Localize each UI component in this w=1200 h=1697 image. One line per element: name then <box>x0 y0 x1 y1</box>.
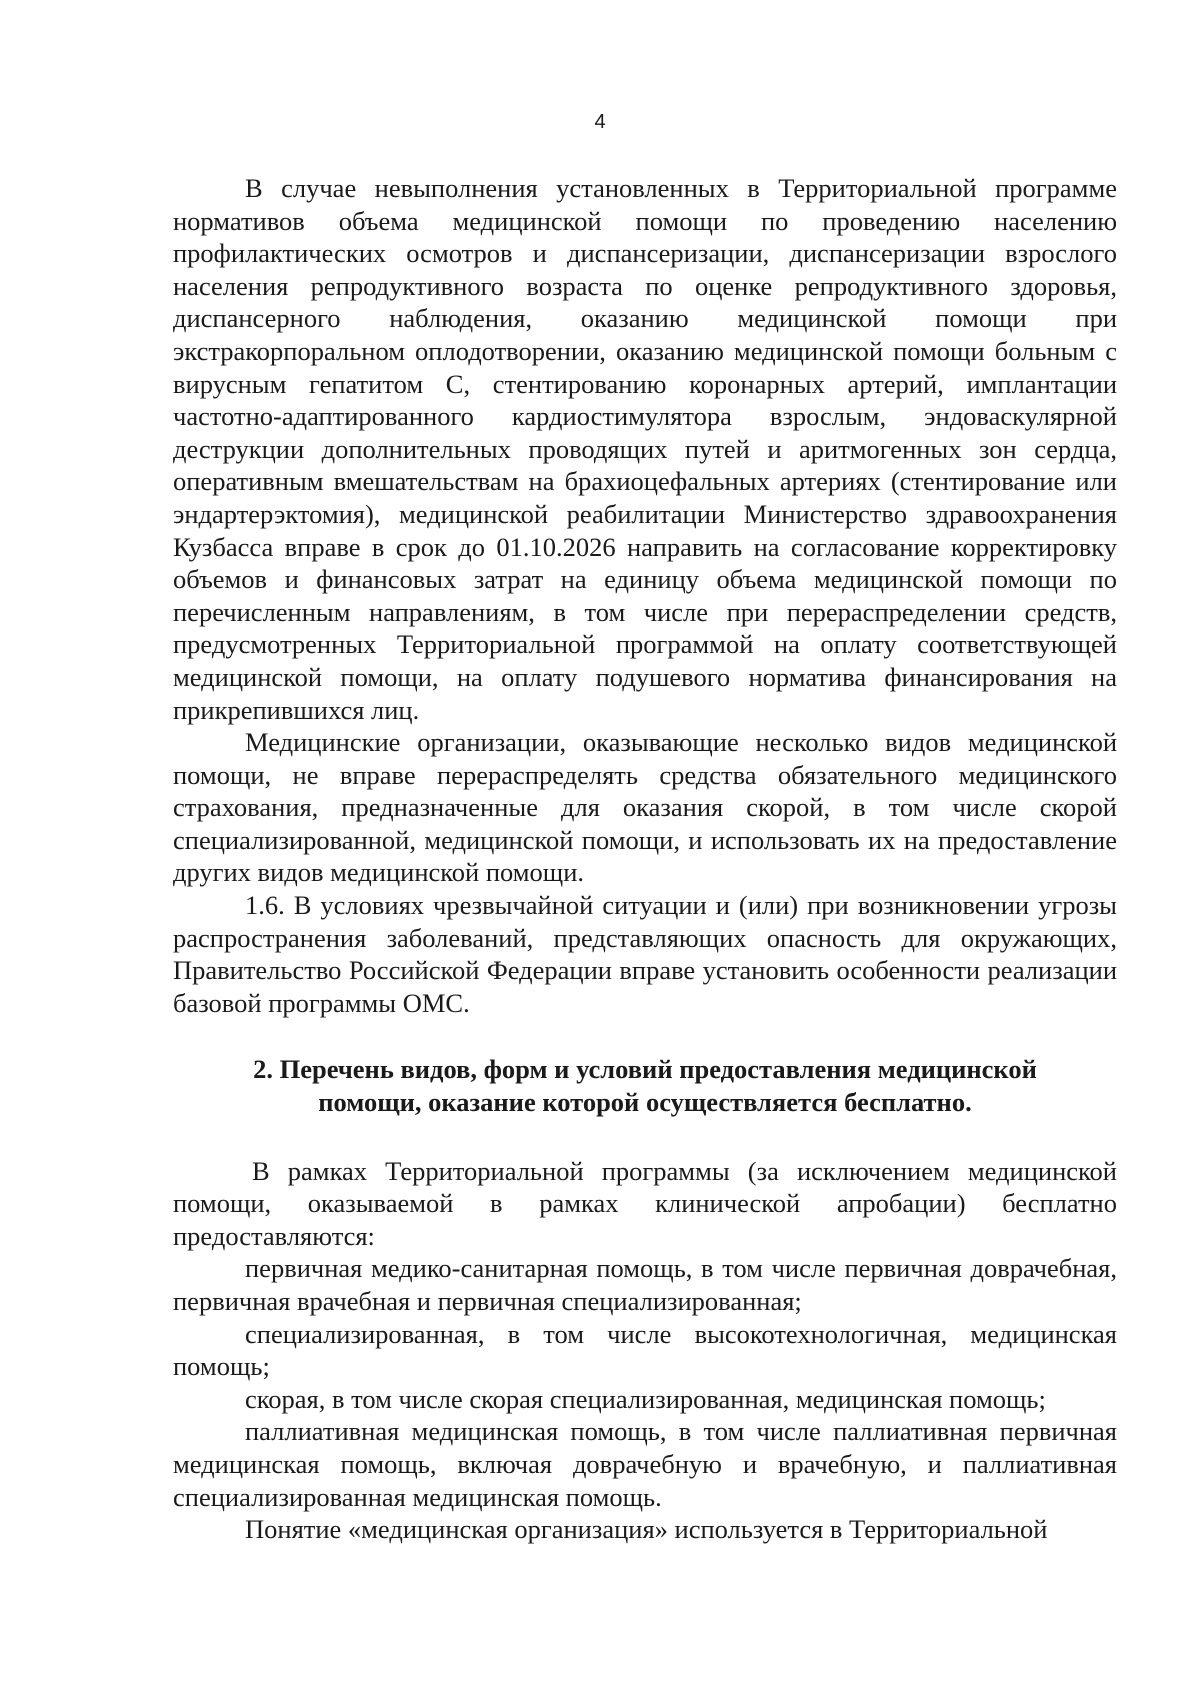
paragraph-volume-norms: В случае невыполнения установленных в Территориальной программе нормативов объема медицинской помощи по проведению населению профилактических осмотров и диспансеризации, диспансеризации взрослого населения репродуктивного возраста по оценке репродуктивного здоровья, диспансерного наблюдения, оказанию медицинской помощи при экстракорпоральном оплодотворении, оказанию медицинской помощи больным с вирусным гепатитом С, стентированию коронарных артерий, имплантации частотно-адаптированного кардиостимулятора взрослым, эндоваскулярной деструкции дополнительных проводящих путей и аритмогенных зон сердца, оперативным вмешательствам на брахиоцефальных артериях (стентирование или эндартерэктомия), медицинской реабилитации Министерство здравоохранения Кузбасса вправе в срок до 01.10.2026 направить на согласование корректировку объемов и финансовых затрат на единицу объема медицинской помощи по перечисленным направлениям, в том числе при перераспределении средств, предусмотренных Территориальной программой на оплату соответствующей медицинской помощи, на оплату подушевого норматива финансирования на прикрепившихся лиц. <box>173 173 1117 725</box>
spacer <box>173 1119 1117 1155</box>
spacer <box>173 1019 1117 1053</box>
paragraph-emergency-situation: 1.6. В условиях чрезвычайной ситуации и (или) при возникновении угрозы распространения заболеваний, представляющих опасность для окружающих, Правительство Российской Федерации вправе установить особенности реализации базовой программы ОМС. <box>173 890 1117 1018</box>
section-heading-line-1: 2. Перечень видов, форм и условий предоставления медицинской <box>253 1054 1037 1085</box>
section-heading <box>173 1053 1117 1118</box>
paragraph-medical-organizations: Медицинские организации, оказывающие несколько видов медицинской помощи, не вправе перераспределять средства обязательного медицинского страхования, предназначенные для оказания скорой, в том числе скорой специализированной, медицинской помощи, и использовать их на предоставление других видов медицинской помощи. <box>173 727 1117 888</box>
page-number: 4 <box>594 111 606 133</box>
paragraph-medical-organization-term: Понятие «медицинская организация» используется в Территориальной <box>245 1514 1048 1545</box>
paragraph-free-care-intro: В рамках Территориальной программы (за исключением медицинской помощи, оказываемой в рамках клинической апробации) бесплатно предоставляются: <box>173 1155 1117 1251</box>
list-item-specialized-care: специализированная, в том числе высокотехнологичная, медицинская помощь; <box>173 1318 1117 1382</box>
section-heading-line-2: помощи, оказание которой осуществляется бесплатно. <box>318 1087 972 1118</box>
list-item-emergency-care: скорая, в том числе скорая специализированная, медицинская помощь; <box>245 1383 1046 1414</box>
list-item-palliative-care: паллиативная медицинская помощь, в том числе паллиативная первичная медицинская помощь, включая доврачебную и врачебную, и паллиативная специализированная медицинская помощь. <box>173 1416 1117 1512</box>
document-body <box>173 172 1117 1546</box>
list-item-primary-care: первичная медико-санитарная помощь, в том числе первичная доврачебная, первичная врачебная и первичная специализированная; <box>173 1253 1117 1316</box>
